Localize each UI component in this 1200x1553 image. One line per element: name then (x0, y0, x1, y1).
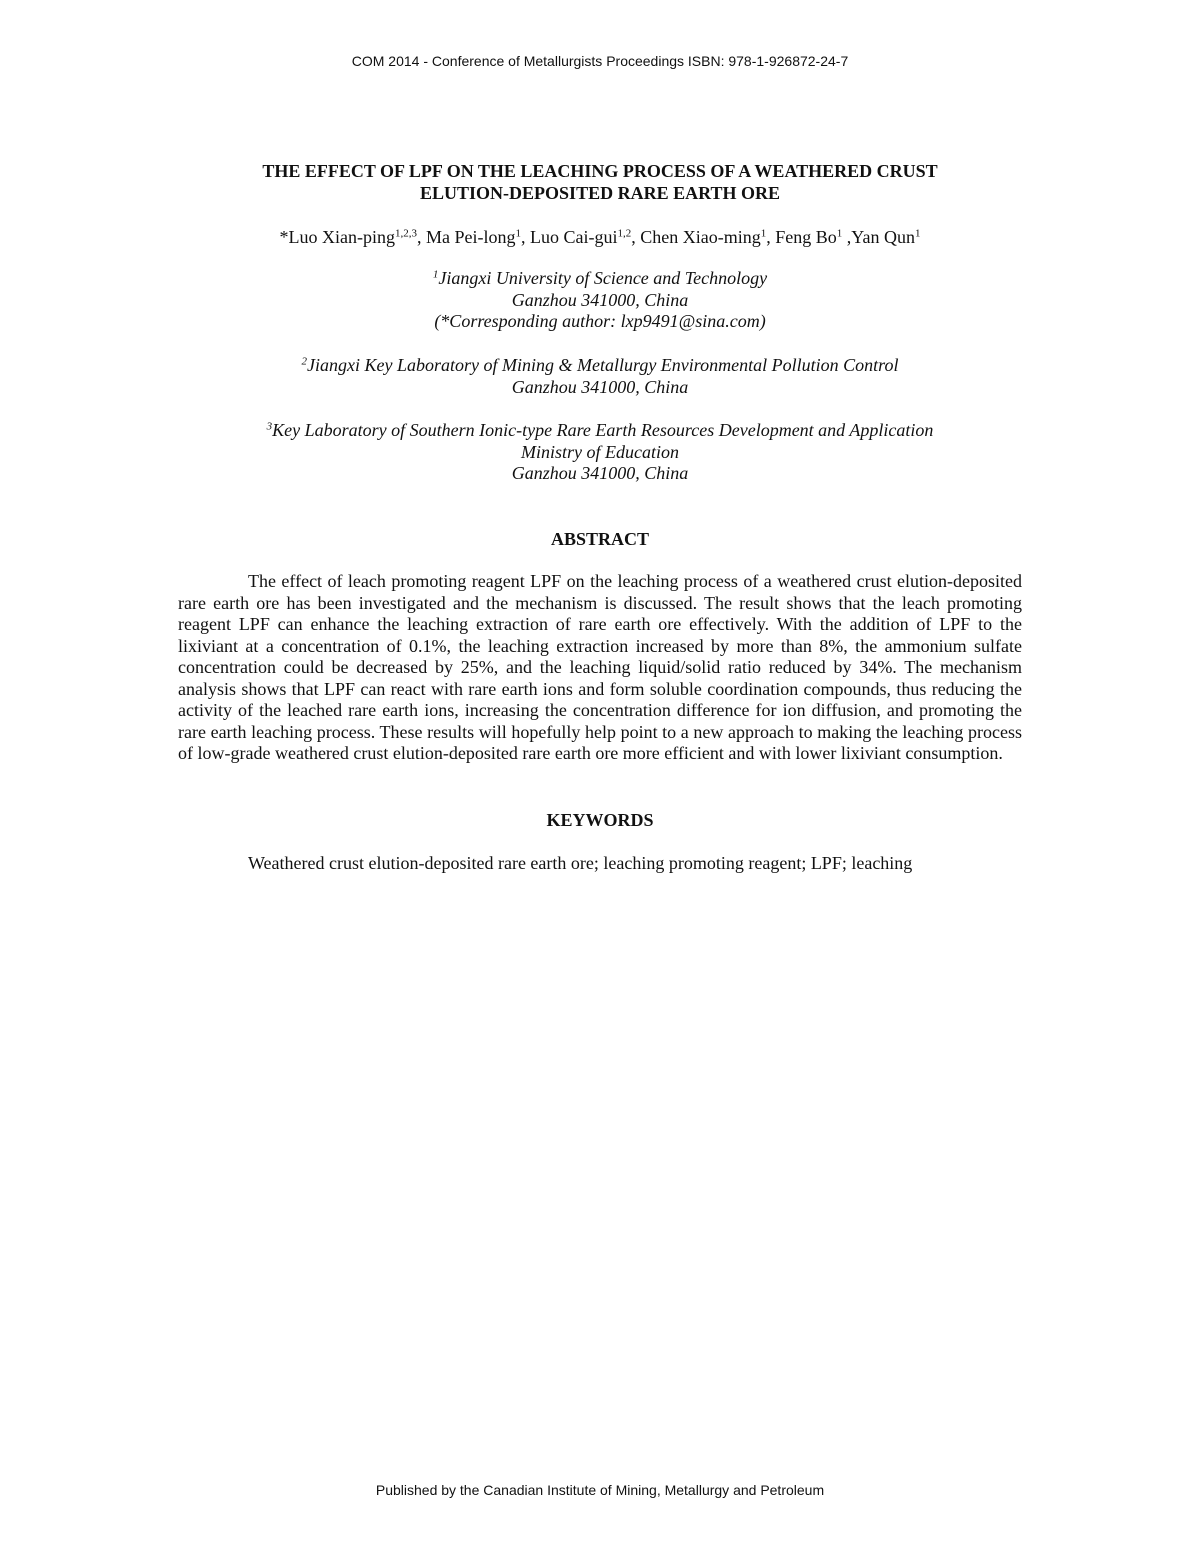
affiliation-2 (100, 355, 1100, 398)
affiliation-address: Ganzhou 341000, China (511, 289, 689, 310)
keywords-heading: KEYWORDS (546, 810, 654, 830)
author-name: Ma Pei-long (426, 227, 516, 247)
author-name: Luo Cai-gui (530, 227, 618, 247)
affiliation-ministry: Ministry of Education (521, 441, 679, 462)
affiliation-1 (100, 268, 1100, 333)
author-name: Feng Bo (775, 227, 837, 247)
abstract-heading: ABSTRACT (550, 529, 650, 549)
author-name: Yan Qun (851, 227, 915, 247)
author-affiliation-marker: 1 (515, 227, 522, 240)
author-name: Chen Xiao-ming (640, 227, 761, 247)
corresponding-author-note: (*Corresponding author: lxp9491@sina.com) (434, 311, 766, 331)
author-affiliation-marker: 1 (836, 227, 843, 240)
author-name: *Luo Xian-ping (279, 227, 396, 247)
affiliation-address: Ganzhou 341000, China (511, 376, 689, 397)
author-separator: , (631, 227, 641, 247)
affiliation-marker: 2 (301, 355, 308, 368)
running-header: COM 2014 - Conference of Metallurgists Proceedings ISBN: 978-1-926872-24-7 (351, 53, 849, 69)
affiliation-marker: 3 (266, 420, 273, 433)
affiliation-3 (100, 420, 1100, 485)
author-separator: , (417, 227, 427, 247)
affiliation-name: Jiangxi University of Science and Technology (438, 268, 768, 288)
affiliation-name: Jiangxi Key Laboratory of Mining & Metallurgy Environmental Pollution Control (307, 355, 899, 375)
author-separator: , (766, 227, 776, 247)
title-line: THE EFFECT OF LPF ON THE LEACHING PROCESS OF A WEATHERED CRUST (262, 161, 938, 181)
paper-title (150, 160, 1050, 204)
affiliation-marker: 1 (432, 268, 439, 281)
author-separator: , (842, 227, 852, 247)
affiliation-line (100, 355, 1100, 377)
author-separator: , (521, 227, 531, 247)
author-affiliation-marker: 1 (760, 227, 767, 240)
affiliation-line (100, 420, 1100, 442)
abstract-text: The effect of leach promoting reagent LPF on the leaching process of a weathered crust elution-deposited rare earth ore has been investigated and the mechanism is discussed. The result shows that the leach promoting reagent LPF can enhance the leaching extraction of rare earth ore effectively. With the addition of LPF to the lixiviant at a concentration of 0.1%, the leaching extraction increased by more than 8%, the ammonium sulfate concentration could be decreased by 25%, and the leaching liquid/solid ratio reduced by 34%. The mechanism analysis shows that LPF can react with rare earth ions and form soluble coordination compounds, thus reducing the activity of the leached rare earth ions, increasing the concentration difference for ion diffusion, and promoting the rare earth leaching process. These results will hopefully help point to a new approach to making the leaching process of low-grade weathered crust elution-deposited rare earth ore more efficient and with lower lixiviant consumption. (178, 571, 1022, 763)
affiliation-address: Ganzhou 341000, China (511, 463, 689, 483)
author-list (100, 226, 1100, 248)
affiliation-line (100, 268, 1100, 290)
author-affiliation-marker: 1,2 (617, 227, 632, 240)
keywords-text: Weathered crust elution-deposited rare earth ore; leaching promoting reagent; LPF; leaching (248, 853, 913, 873)
author-affiliation-marker: 1,2,3 (395, 227, 418, 240)
title-line: ELUTION-DEPOSITED RARE EARTH ORE (420, 183, 780, 203)
running-footer: Published by the Canadian Institute of Mining, Metallurgy and Petroleum (375, 1482, 825, 1498)
affiliation-name: Key Laboratory of Southern Ionic-type Rare Earth Resources Development and Application (272, 420, 934, 440)
author-affiliation-marker: 1 (914, 227, 921, 240)
